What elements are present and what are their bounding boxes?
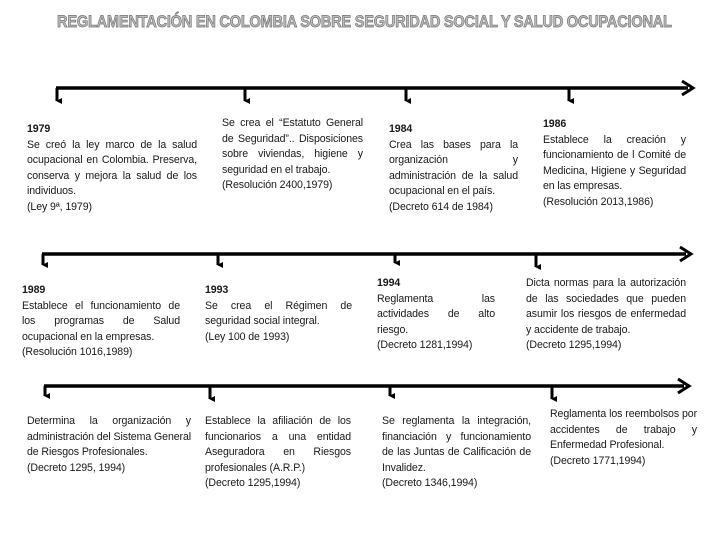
event-description: Se crea el “Estatuto General de Seguridad”.. Disposiciones sobre viviendas, higiene y seguridad en el trabajo.	[222, 117, 363, 176]
event-description: Crea las bases para la organización y administración de la salud ocupacional en el país.	[389, 138, 518, 198]
event-year: 1989	[22, 284, 46, 296]
timeline-event	[389, 122, 518, 216]
event-year: 1984	[389, 123, 413, 135]
timeline-event	[543, 117, 686, 211]
event-reference: (Decreto 614 de 1984)	[389, 200, 493, 213]
event-description: Establece la creación y funcionamiento de l Comité de Medicina, Higiene y Seguridad en las empresas.	[543, 133, 686, 193]
timeline-row-3-arrow	[44, 379, 689, 393]
event-reference: (Decreto 1295,1994)	[526, 339, 622, 352]
timeline-event	[27, 122, 197, 216]
event-reference: (Resolución 2400,1979)	[222, 179, 333, 192]
timeline-event	[526, 276, 686, 354]
event-reference: (Resolución 2013,1986)	[543, 195, 654, 208]
timeline-event	[222, 116, 363, 194]
timeline-row-2-ticks	[43, 254, 536, 267]
event-description: Se reglamenta la integración, financiación y funcionamiento de las Juntas de Calificación de Invalidez.	[382, 415, 531, 474]
timeline-event	[205, 283, 352, 345]
event-description: Se creó la ley marco de la salud ocupacional en Colombia. Preserva, conserva y mejora la salud de los individuos.	[27, 138, 197, 198]
event-reference: (Ley 9ª, 1979)	[27, 200, 92, 213]
event-reference: (Decreto 1346,1994)	[382, 477, 478, 490]
event-year: 1993	[205, 284, 229, 296]
event-year: 1979	[27, 123, 51, 135]
event-reference: (Resolución 1016,1989)	[22, 346, 133, 359]
timeline-event	[382, 414, 531, 492]
timeline-row-1-arrow	[56, 81, 693, 95]
event-description: Se crea el Régimen de seguridad social integral.	[205, 299, 352, 328]
timeline-event	[377, 276, 495, 354]
timeline-row-1-ticks	[57, 88, 569, 101]
event-reference: (Decreto 1295,1994)	[205, 477, 301, 490]
event-description: Establece el funcionamiento de los programas de Salud ocupacional en la empresas.	[22, 299, 180, 343]
event-description: Establece la afiliación de los funcionarios a una entidad Aseguradora en Riesgos profesionales (A.R.P.)	[205, 415, 351, 474]
title-text: REGLAMENTACIÓN EN COLOMBIA SOBRE SEGURIDAD SOCIAL Y SALUD OCUPACIONAL	[56, 12, 672, 31]
event-description: Dicta normas para la autorización de las sociedades que pueden asumir los riesgos de enfermedad y accidente de trabajo.	[526, 277, 686, 336]
event-description: Reglamenta los reembolsos por accidentes de trabajo y Enfermedad Profesional.	[550, 408, 697, 452]
timeline-event	[550, 407, 697, 469]
timeline-row-3-ticks	[45, 386, 552, 399]
event-reference: (Decreto 1771,1994)	[550, 454, 646, 467]
event-reference: (Decreto 1295, 1994)	[27, 461, 126, 474]
event-description: Reglamenta las actividades de alto riesgo.	[377, 292, 495, 336]
event-reference: (Decreto 1281,1994)	[377, 339, 473, 352]
event-description: Determina la organización y administración del Sistema General de Riesgos Profesionales.	[27, 415, 191, 459]
timeline-event	[27, 414, 191, 476]
event-reference: (Ley 100 de 1993)	[205, 330, 290, 343]
timeline-row-2-arrow	[42, 247, 691, 261]
event-year: 1994	[377, 277, 401, 289]
event-year: 1986	[543, 118, 567, 130]
timeline-event	[205, 414, 351, 492]
timeline-event	[22, 283, 180, 361]
